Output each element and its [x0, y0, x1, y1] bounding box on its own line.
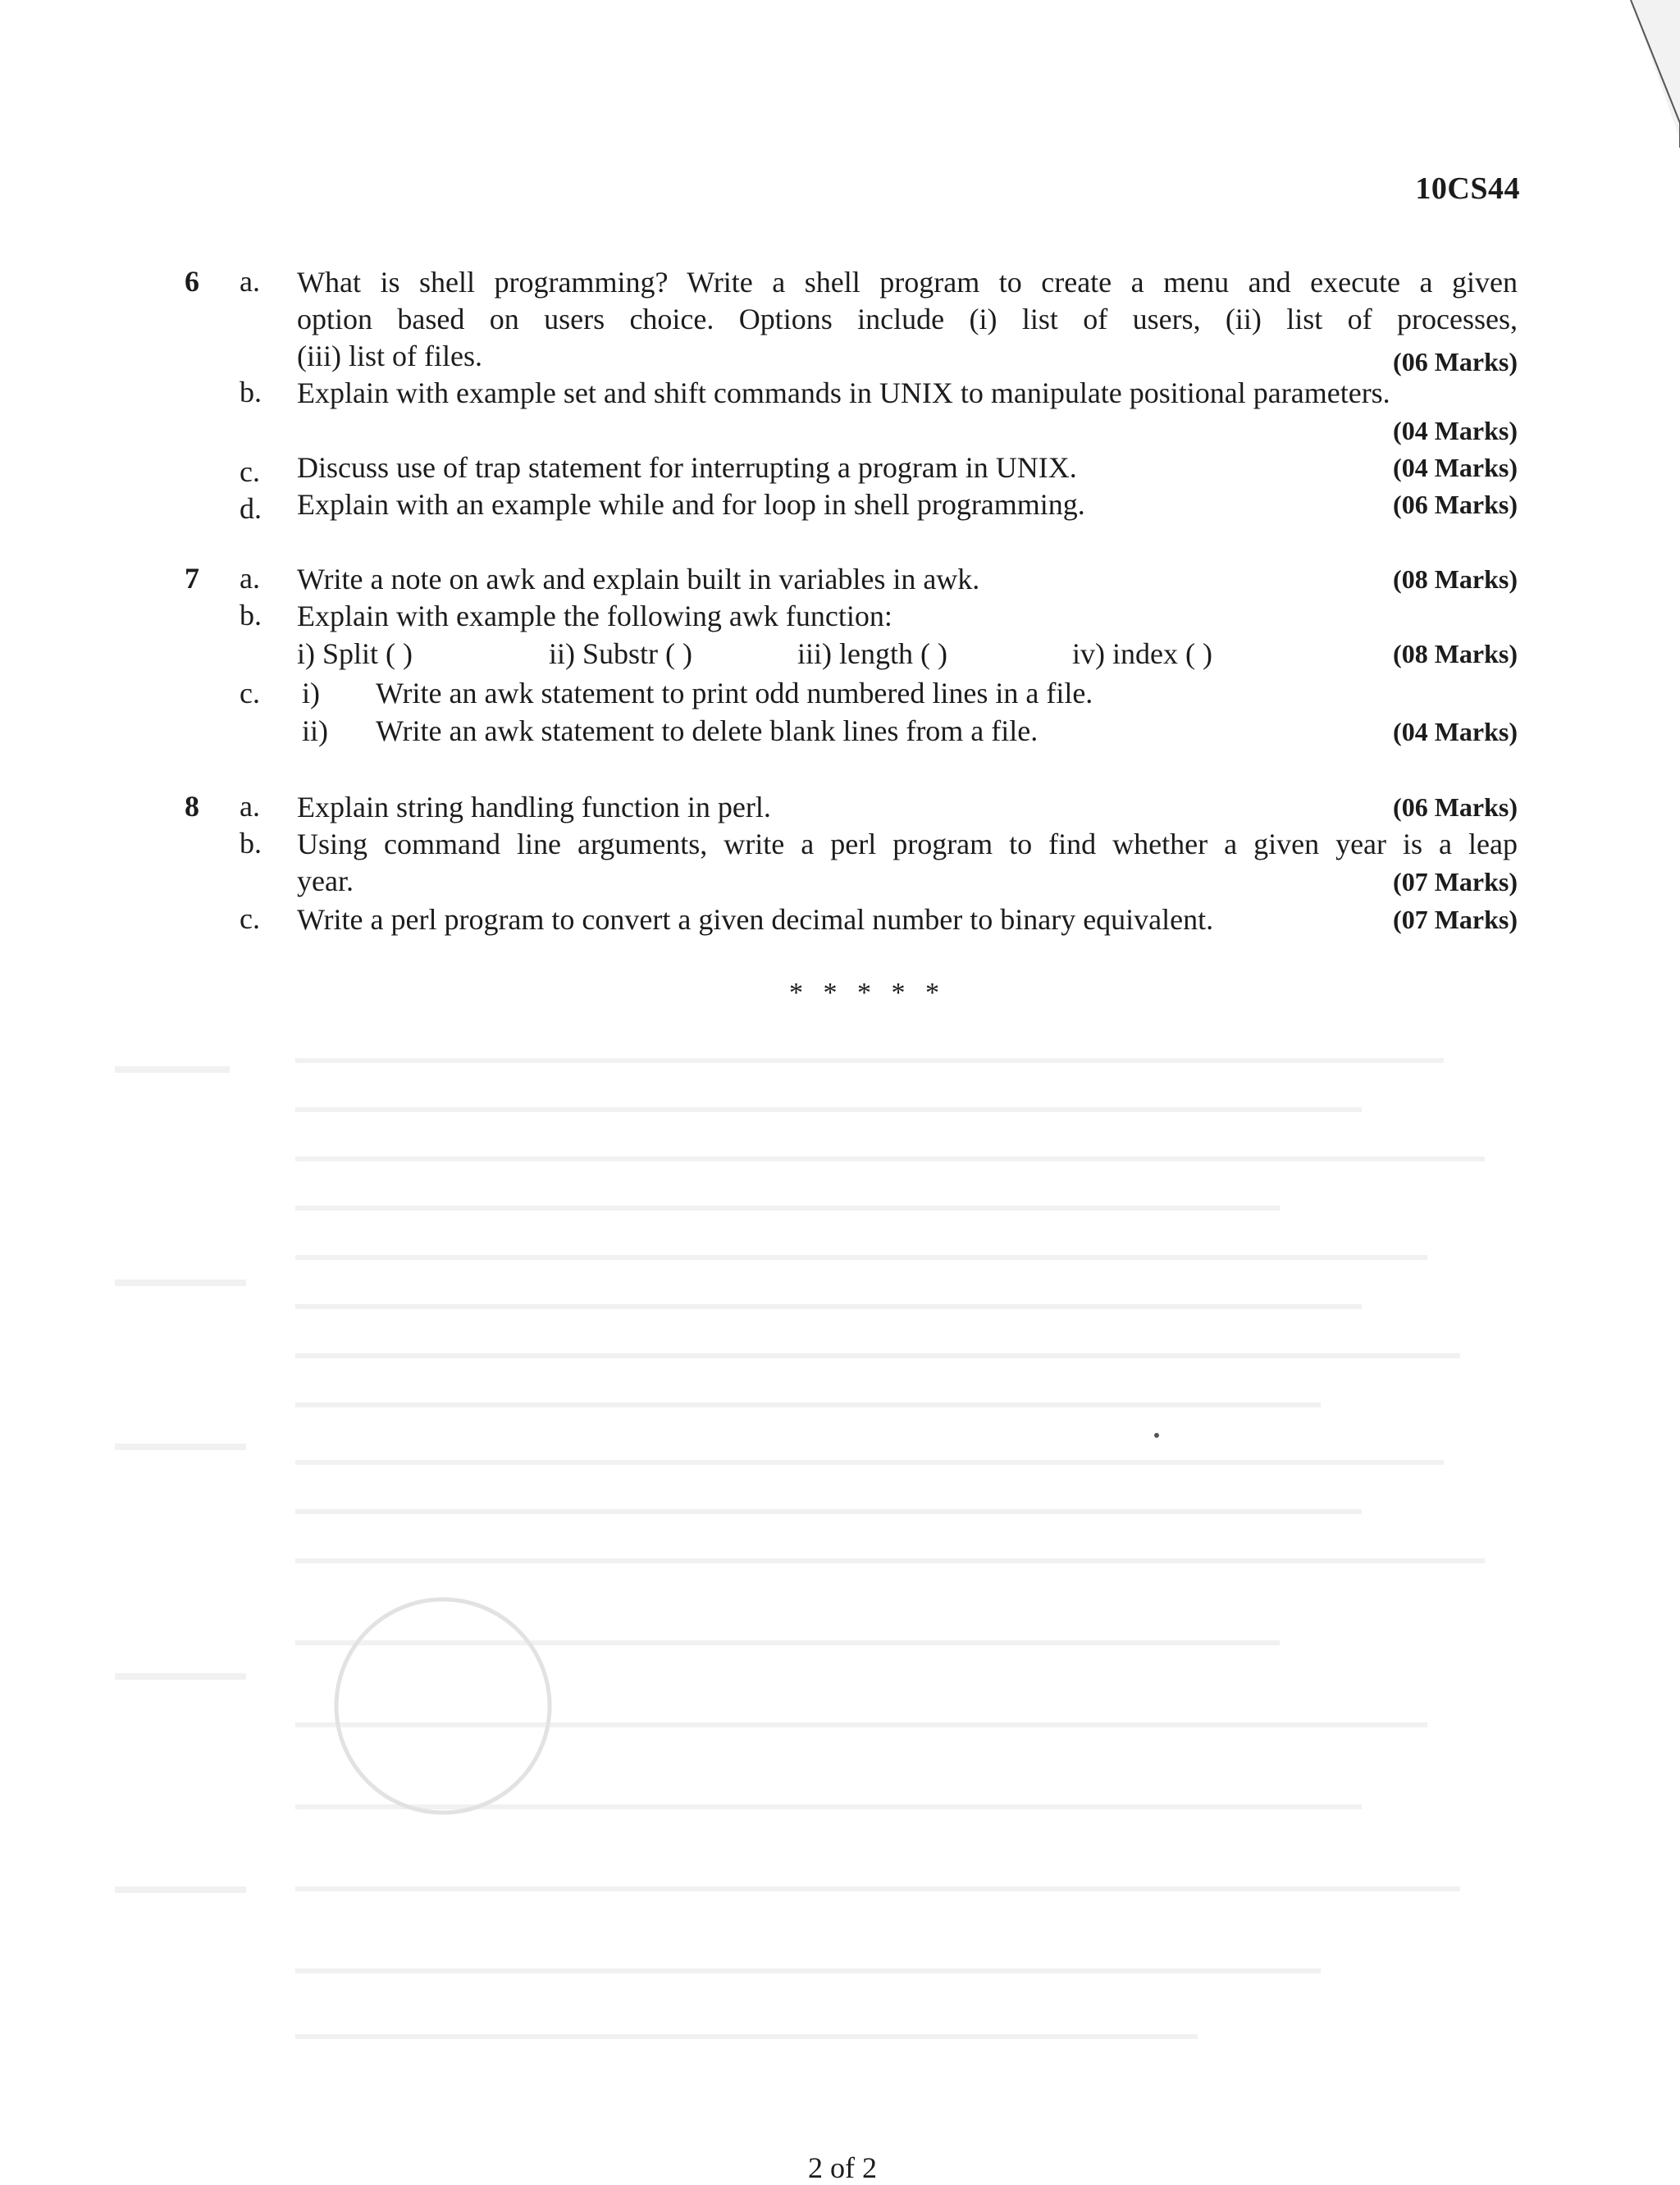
- part-text: [297, 561, 1518, 598]
- text-line: Write a note on awk and explain built in variables in awk.: [297, 563, 980, 595]
- question-number: 7: [185, 562, 199, 595]
- end-marker: * * * * *: [789, 978, 946, 1008]
- function-options: [297, 636, 1281, 673]
- part-text: [297, 826, 1518, 900]
- part-letter: b.: [240, 376, 262, 408]
- page-corner-fold: [1614, 0, 1680, 148]
- part-text: [297, 901, 1518, 938]
- marks: (08 Marks): [1393, 564, 1518, 594]
- subitem-roman: ii): [302, 714, 328, 747]
- text-line: Discuss use of trap statement for interrupting a program in UNIX.: [297, 451, 1077, 484]
- option-index: iv) index ( ): [1072, 637, 1212, 670]
- part-text: [297, 486, 1518, 523]
- option-substr: ii) Substr ( ): [549, 637, 692, 670]
- page-number: 2 of 2: [808, 2151, 877, 2184]
- marks: (06 Marks): [1393, 792, 1518, 822]
- part-text: [297, 789, 1518, 826]
- text-line: Write a perl program to convert a given decimal number to binary equivalent.: [297, 903, 1214, 936]
- marks: (07 Marks): [1393, 867, 1518, 896]
- part-text: [297, 264, 1518, 375]
- part-letter: c.: [240, 902, 260, 935]
- text-line: option based on users choice. Options include (i) list of users, (ii) list of processes,: [297, 303, 1518, 335]
- part-letter: c.: [240, 677, 260, 709]
- question-number: 6: [185, 265, 199, 298]
- part-letter: a.: [240, 265, 260, 298]
- text-line: Explain with example set and shift commands in UNIX to manipulate positional parameters.: [297, 376, 1390, 409]
- subitem-text: Write an awk statement to print odd numbered lines in a file.: [376, 677, 1093, 709]
- part-letter: a.: [240, 562, 260, 595]
- part-letter: d.: [240, 492, 262, 525]
- part-letter: b.: [240, 827, 262, 860]
- text-line: (iii) list of files.: [297, 340, 482, 372]
- text-line: Explain with an example while and for loop in shell programming.: [297, 488, 1085, 521]
- option-length: iii) length ( ): [797, 637, 947, 670]
- marks: (04 Marks): [1393, 717, 1518, 746]
- text-line: year.: [297, 864, 354, 897]
- text-line: What is shell programming? Write a shell program to create a menu and execute a given: [297, 266, 1518, 299]
- marks: (04 Marks): [1393, 416, 1518, 445]
- text-line: Explain with example the following awk function:: [297, 600, 892, 632]
- marks: (07 Marks): [1393, 905, 1518, 934]
- marks: (06 Marks): [1393, 490, 1518, 519]
- option-split: i) Split ( ): [297, 637, 413, 670]
- marks: (04 Marks): [1393, 453, 1518, 482]
- paper-code: 10CS44: [1415, 171, 1520, 206]
- part-text: [297, 449, 1518, 486]
- part-letter: a.: [240, 790, 260, 823]
- marks: (06 Marks): [1393, 347, 1518, 376]
- text-line: Explain string handling function in perl.: [297, 791, 771, 823]
- marks: (08 Marks): [1393, 639, 1518, 668]
- subitem-text: Write an awk statement to delete blank lines from a file.: [376, 714, 1039, 747]
- question-number: 8: [185, 790, 199, 823]
- part-letter: c.: [240, 455, 260, 488]
- part-letter: b.: [240, 599, 262, 632]
- part-text: [297, 375, 1518, 412]
- subitem-roman: i): [302, 677, 320, 709]
- part-text: [297, 598, 1518, 635]
- text-line: Using command line arguments, write a perl program to find whether a given year is a leap: [297, 828, 1518, 860]
